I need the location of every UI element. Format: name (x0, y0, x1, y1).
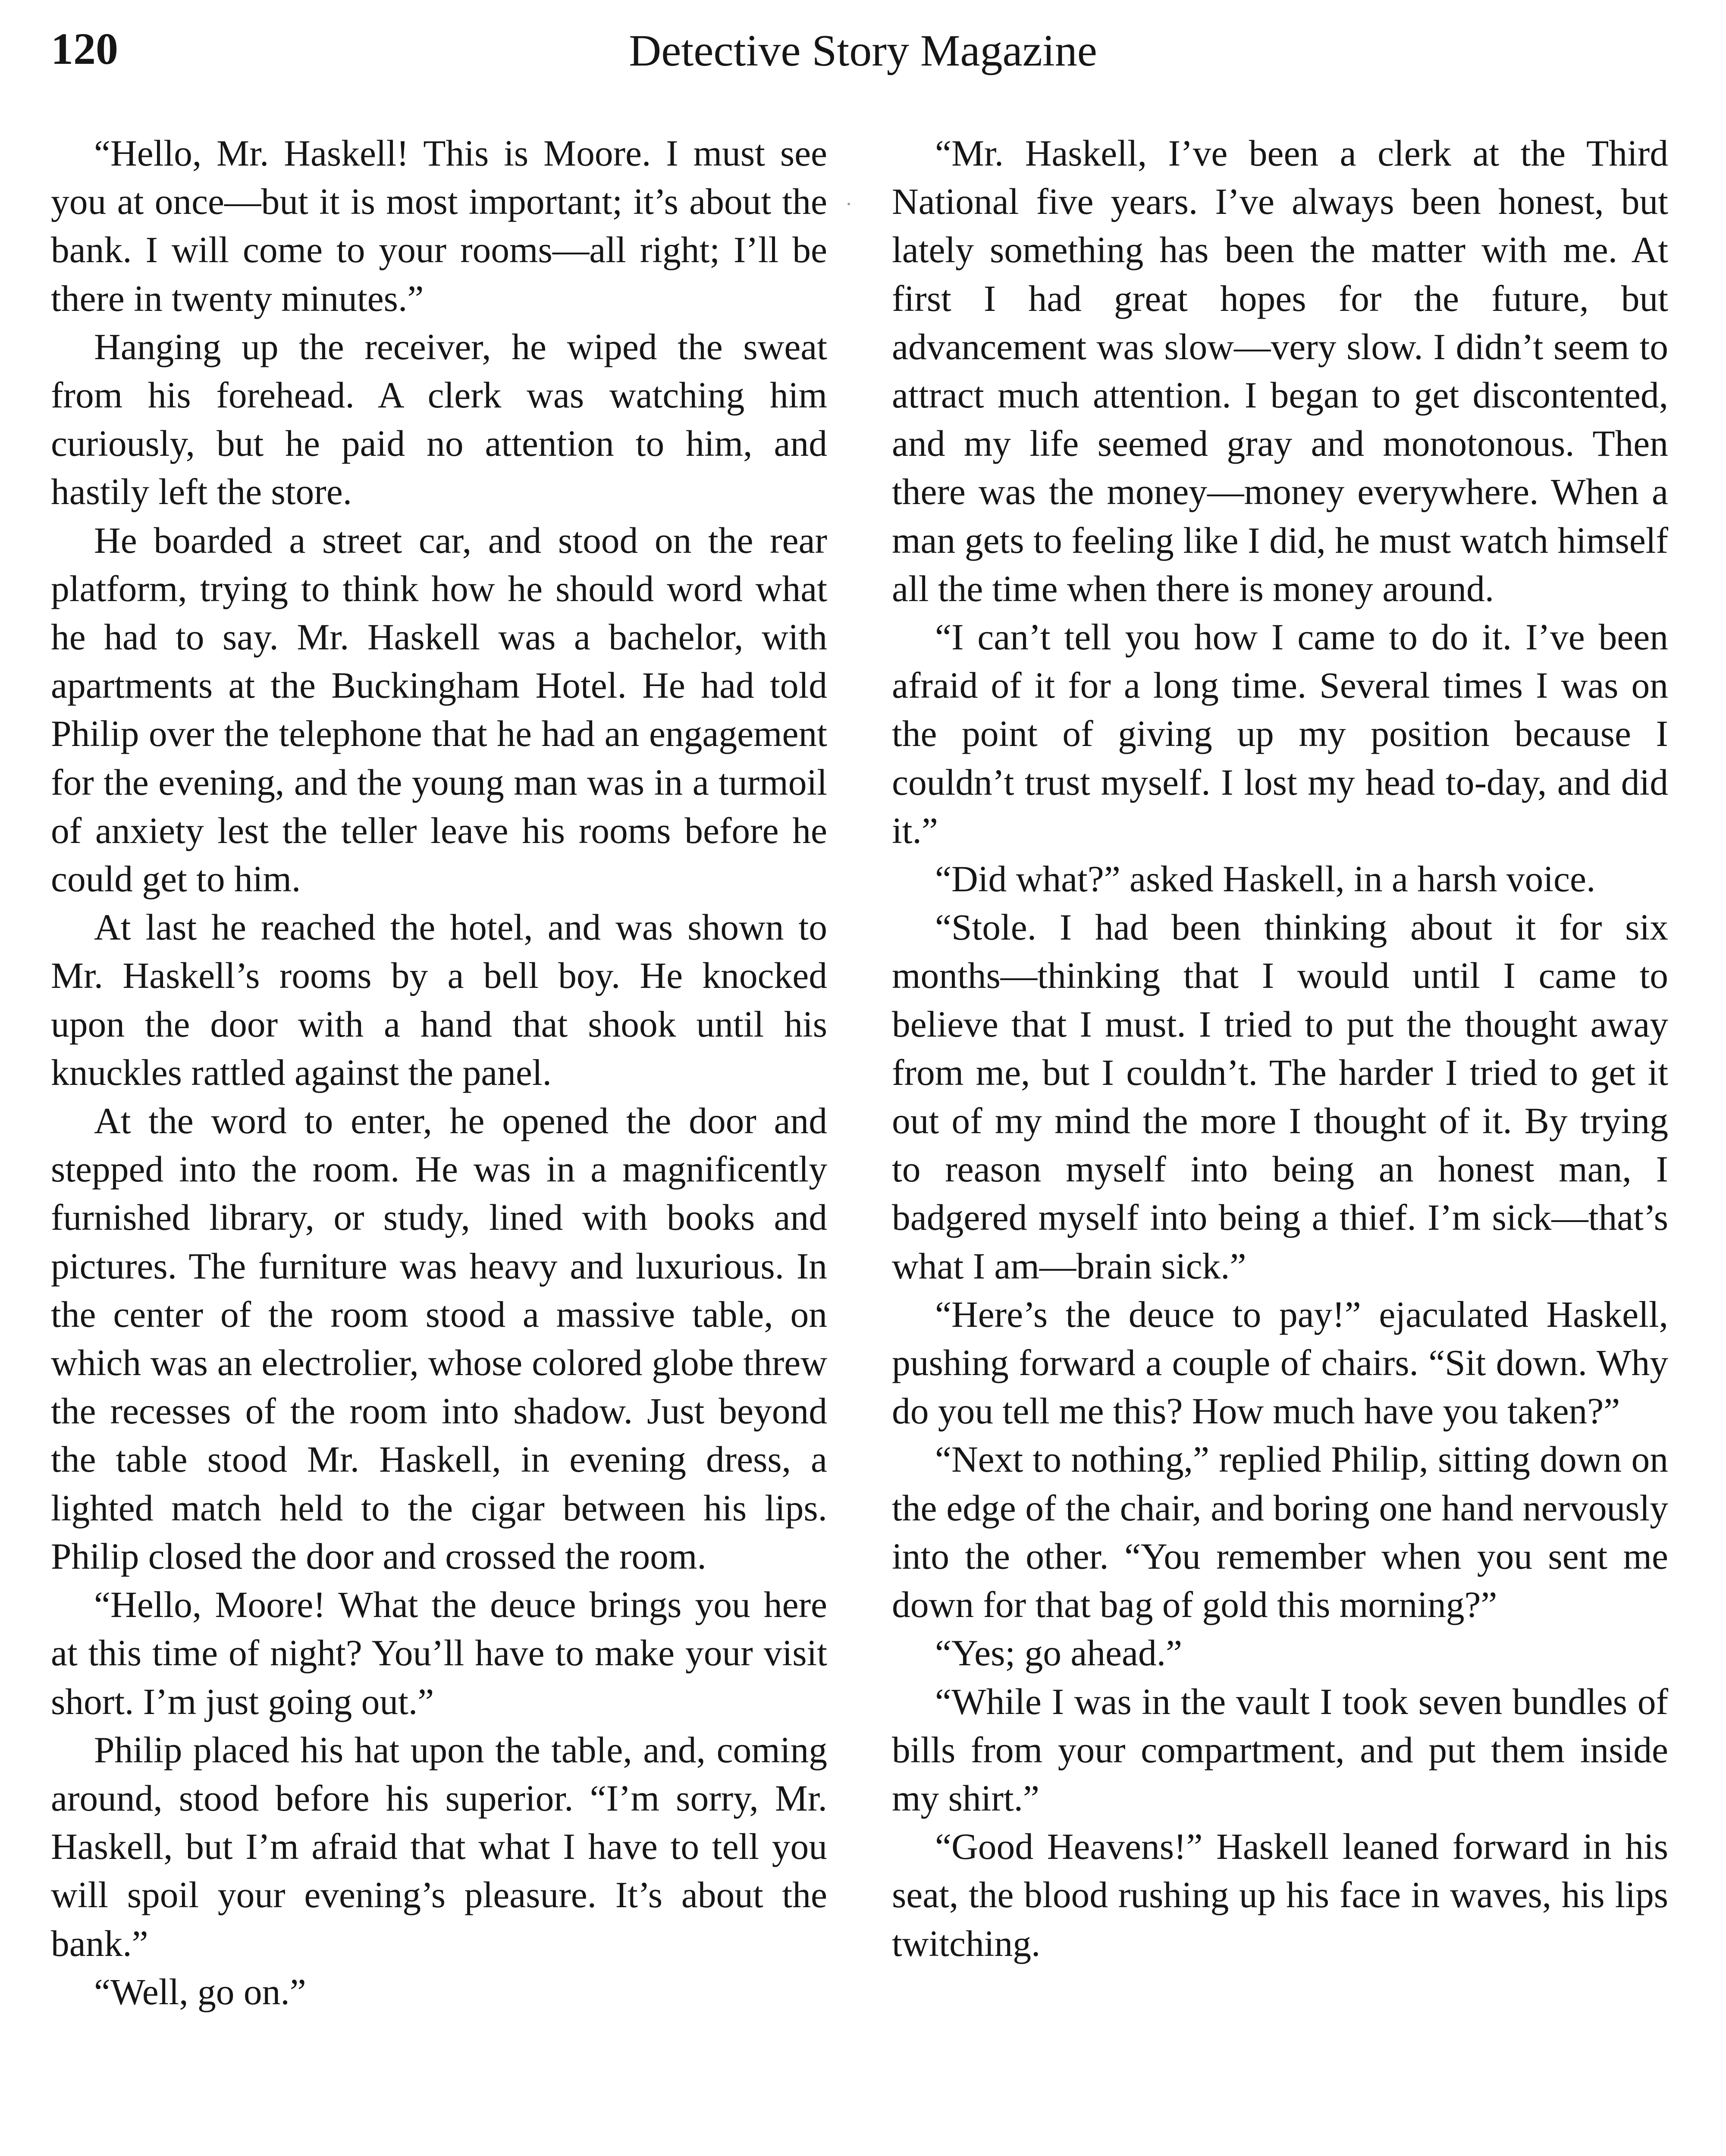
running-title: Detective Story Magazine (629, 26, 1097, 75)
left-column (51, 129, 827, 2016)
column-divider-dot (847, 203, 850, 205)
paragraph: “Hello, Mr. Haskell! This is Moore. I must see you at once—but it is most important; it’s about the bank. I will come to your rooms—all right; I’ll be there in twenty minutes.” (51, 133, 827, 319)
paragraph: “Mr. Haskell, I’ve been a clerk at the Third National five years. I’ve always been honest, but lately something has been the matter with me. At first I had great hopes for the future, but advancement was slow—very slow. I didn’t seem to attract much attention. I began to get discontented, and my life seemed gray and monotonous. Then there was the money—money everywhere. When a man gets to feeling like I did, he must watch himself all the time when there is money around. (892, 133, 1668, 609)
page-header (0, 0, 1726, 103)
paragraph: “Stole. I had been thinking about it for six months—thinking that I would until I came to believe that I must. I tried to put the thought away from me, but I couldn’t. The harder I tried to get it out of my mind the more I thought of it. By trying to reason myself into being an honest man, I badgered myself into being a thief. I’m sick—that’s what I am—brain sick.” (892, 907, 1668, 1287)
paragraph: “Did what?” asked Haskell, in a harsh voice. (935, 859, 1596, 900)
paragraph: “Here’s the deuce to pay!” ejaculated Haskell, pushing forward a couple of chairs. “Sit down. Why do you tell me this? How much have you taken?” (892, 1294, 1668, 1432)
paragraph: At the word to enter, he opened the door and stepped into the room. He was in a magnificently furnished library, or study, lined with books and pictures. The furniture was heavy and luxurious. In the center of the room stood a massive table, on which was an electrolier, whose colored globe threw the recesses of the room into shadow. Just beyond the table stood Mr. Haskell, in evening dress, a lighted match held to the cigar between his lips. Philip closed the door and crossed the room. (51, 1101, 827, 1577)
paragraph: “I can’t tell you how I came to do it. I’ve been afraid of it for a long time. Several times I was on the point of giving up my position because I couldn’t trust myself. I lost my head to-day, and did it.” (892, 617, 1668, 851)
paragraph: “Good Heavens!” Haskell leaned forward in his seat, the blood rushing up his face in waves, his lips twitching. (892, 1827, 1668, 1964)
paragraph: “Yes; go ahead.” (935, 1633, 1183, 1674)
page-number: 120 (51, 24, 118, 74)
right-column (892, 129, 1668, 1968)
paragraph: Philip placed his hat upon the table, and, coming around, stood before his superior. “I’m sorry, Mr. Haskell, but I’m afraid that what I have to tell you will spoil your evening’s pleasure. It’s about the bank.” (51, 1730, 827, 1964)
paragraph: “Next to nothing,” replied Philip, sitting down on the edge of the chair, and boring one hand nervously into the other. “You remember when you sent me down for that bag of gold this morning?” (892, 1439, 1668, 1626)
paragraph: He boarded a street car, and stood on the rear platform, trying to think how he should word what he had to say. Mr. Haskell was a bachelor, with apartments at the Buckingham Hotel. He had told Philip over the telephone that he had an engagement for the evening, and the young man was in a turmoil of anxiety lest the teller leave his rooms before he could get to him. (51, 520, 827, 900)
paragraph: Hanging up the receiver, he wiped the sweat from his forehead. A clerk was watching him curiously, but he paid no attention to him, and hastily left the store. (51, 326, 827, 513)
paragraph: “Hello, Moore! What the deuce brings you here at this time of night? You’ll have to make your visit short. I’m just going out.” (51, 1585, 827, 1722)
paragraph: “Well, go on.” (94, 1971, 306, 2012)
paragraph: At last he reached the hotel, and was shown to Mr. Haskell’s rooms by a bell boy. He knocked upon the door with a hand that shook until his knuckles rattled against the panel. (51, 907, 827, 1093)
paragraph: “While I was in the vault I took seven bundles of bills from your compartment, and put them inside my shirt.” (892, 1681, 1668, 1819)
